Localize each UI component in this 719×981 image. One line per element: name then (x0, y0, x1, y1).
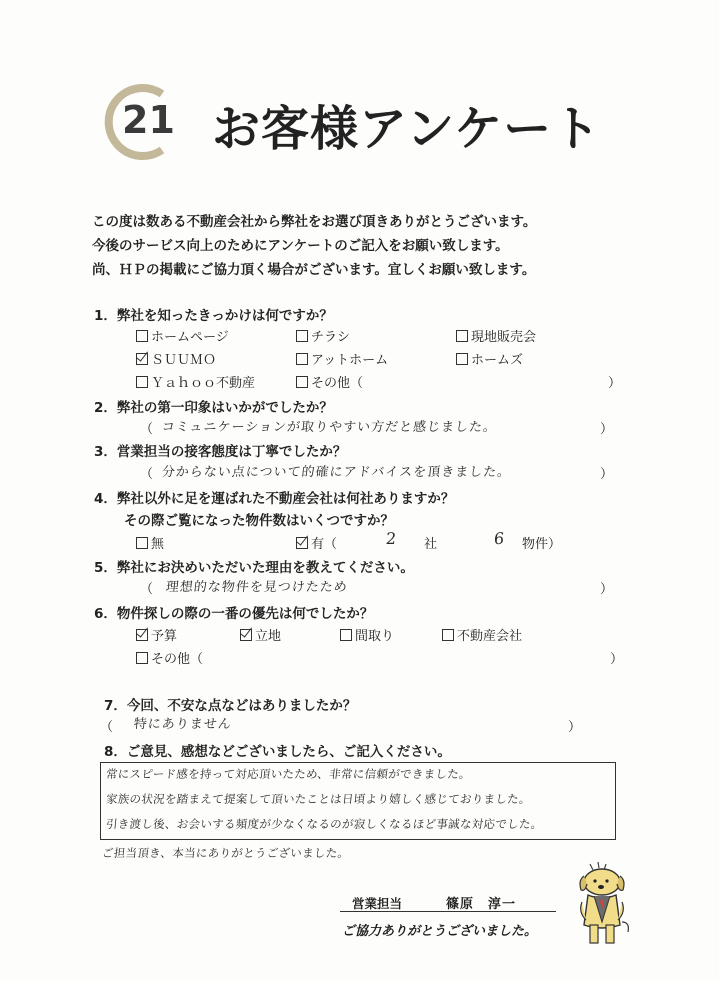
q4-company-unit: 社 (424, 537, 438, 552)
q5-answer[interactable]: 理想的な物件を見つけたため (165, 580, 349, 595)
q1-option-flyer[interactable]: チラシ (296, 326, 350, 345)
q1-close-paren: ） (608, 376, 622, 391)
q5-open-paren: （ (140, 582, 154, 597)
q2-answer[interactable]: コミュニケーションが取りやすい方だと感じました。 (161, 420, 498, 435)
q8-question: 8．ご意見、感想などございましたら、ご記入ください。 (104, 744, 451, 760)
checkbox[interactable] (136, 537, 148, 549)
intro-line-2: 今後のサービス向上のためにアンケートのご記入をお願い致します。 (92, 238, 509, 254)
comment-line-4: ご担当頂き、本当にありがとうございました。 (101, 846, 351, 860)
q1-option-homepage[interactable]: ホームページ (136, 326, 229, 345)
page-title: お客様アンケート (212, 101, 602, 157)
checkbox[interactable] (136, 652, 148, 664)
staff-underline (340, 911, 556, 912)
checkbox[interactable] (296, 353, 308, 365)
q6-question: 6．物件探しの際の一番の優先は何でしたか？ (94, 606, 374, 622)
q4-property-unit: 物件） (522, 537, 562, 552)
q1-option-athome[interactable]: アットホーム (296, 349, 388, 368)
checkbox[interactable] (296, 330, 308, 342)
q5-question: 5．弊社にお決めいただいた理由を教えてください。 (94, 560, 414, 576)
intro-line-3: 尚、ＨＰの掲載にご協力頂く場合がございます。宜しくお願い致します。 (92, 262, 536, 278)
q7-close-paren: ） (568, 720, 582, 735)
logo-text: 21 (122, 98, 175, 142)
q6-option-budget[interactable]: 予算 (136, 625, 177, 644)
checkbox-checked[interactable] (136, 353, 148, 365)
q1-option-other[interactable]: その他（ (296, 372, 363, 391)
q4-subquestion: その際ご覧になった物件数はいくつですか？ (124, 513, 394, 529)
q7-open-paren: （ (100, 720, 114, 735)
checkbox-checked[interactable] (136, 629, 148, 641)
checkbox[interactable] (456, 330, 468, 342)
q6-option-other[interactable]: その他（ (136, 648, 203, 667)
intro-line-1: この度は数ある不動産会社から弊社をお選び頂きありがとうございます。 (92, 214, 537, 230)
comment-line-1: 常にスピード感を持って対応頂いたため、非常に信頼ができました。 (105, 767, 472, 781)
thanks-message: ご協力ありがとうございました。 (342, 924, 538, 939)
checkbox-checked[interactable] (240, 629, 252, 641)
q2-open-paren: （ (140, 422, 154, 437)
q4-question: 4．弊社以外に足を運ばれた不動産会社は何社ありますか？ (94, 491, 455, 507)
q7-question: 7．今回、不安な点などはありましたか？ (104, 698, 357, 714)
q2-question: 2．弊社の第一印象はいかがでしたか？ (94, 400, 333, 416)
checkbox[interactable] (136, 330, 148, 342)
q4-company-count[interactable]: 2 (385, 529, 399, 548)
staff-label: 営業担当 (352, 896, 403, 911)
century21-logo (100, 80, 184, 164)
q1-question: 1．弊社を知ったきっかけは何ですか？ (94, 308, 333, 324)
q2-close-paren: ） (600, 422, 614, 437)
checkbox-checked[interactable] (296, 537, 308, 549)
q1-option-yahoo[interactable]: Ｙａｈｏｏ不動産 (136, 372, 255, 391)
q3-close-paren: ） (600, 467, 614, 482)
q1-option-open-house[interactable]: 現地販売会 (456, 326, 536, 345)
q3-answer[interactable]: 分からない点について的確にアドバイスを頂きました。 (161, 465, 512, 480)
comment-line-2: 家族の状況を踏まえて提案して頂いたことは日頃より嬉しく感じておりました。 (105, 792, 532, 806)
dog-mascot-icon (576, 862, 632, 948)
q4-property-count[interactable]: 6 (493, 529, 507, 548)
q6-close-paren: ） (610, 652, 624, 667)
q1-option-homes[interactable]: ホームズ (456, 349, 523, 368)
q4-option-yes[interactable]: 有（ (296, 533, 337, 552)
staff-name: 篠原 淳一 (446, 897, 517, 912)
q3-open-paren: （ (140, 467, 154, 482)
q1-option-suumo[interactable]: ＳＵＵＭＯ (136, 349, 216, 368)
checkbox[interactable] (136, 376, 148, 388)
checkbox[interactable] (442, 629, 454, 641)
checkbox[interactable] (296, 376, 308, 388)
q5-close-paren: ） (600, 582, 614, 597)
q6-option-layout[interactable]: 間取り (340, 625, 394, 644)
q3-question: 3．営業担当の接客態度は丁寧でしたか？ (94, 444, 347, 460)
q6-option-company[interactable]: 不動産会社 (442, 625, 522, 644)
q4-option-none[interactable]: 無 (136, 533, 164, 552)
checkbox[interactable] (456, 353, 468, 365)
q6-option-location[interactable]: 立地 (240, 625, 281, 644)
q7-answer[interactable]: 特にありません (133, 717, 233, 732)
checkbox[interactable] (340, 629, 352, 641)
comment-line-3: 引き渡し後、お会いする頻度が少なくなるのが寂しくなるほど事誠な対応でした。 (105, 817, 544, 831)
